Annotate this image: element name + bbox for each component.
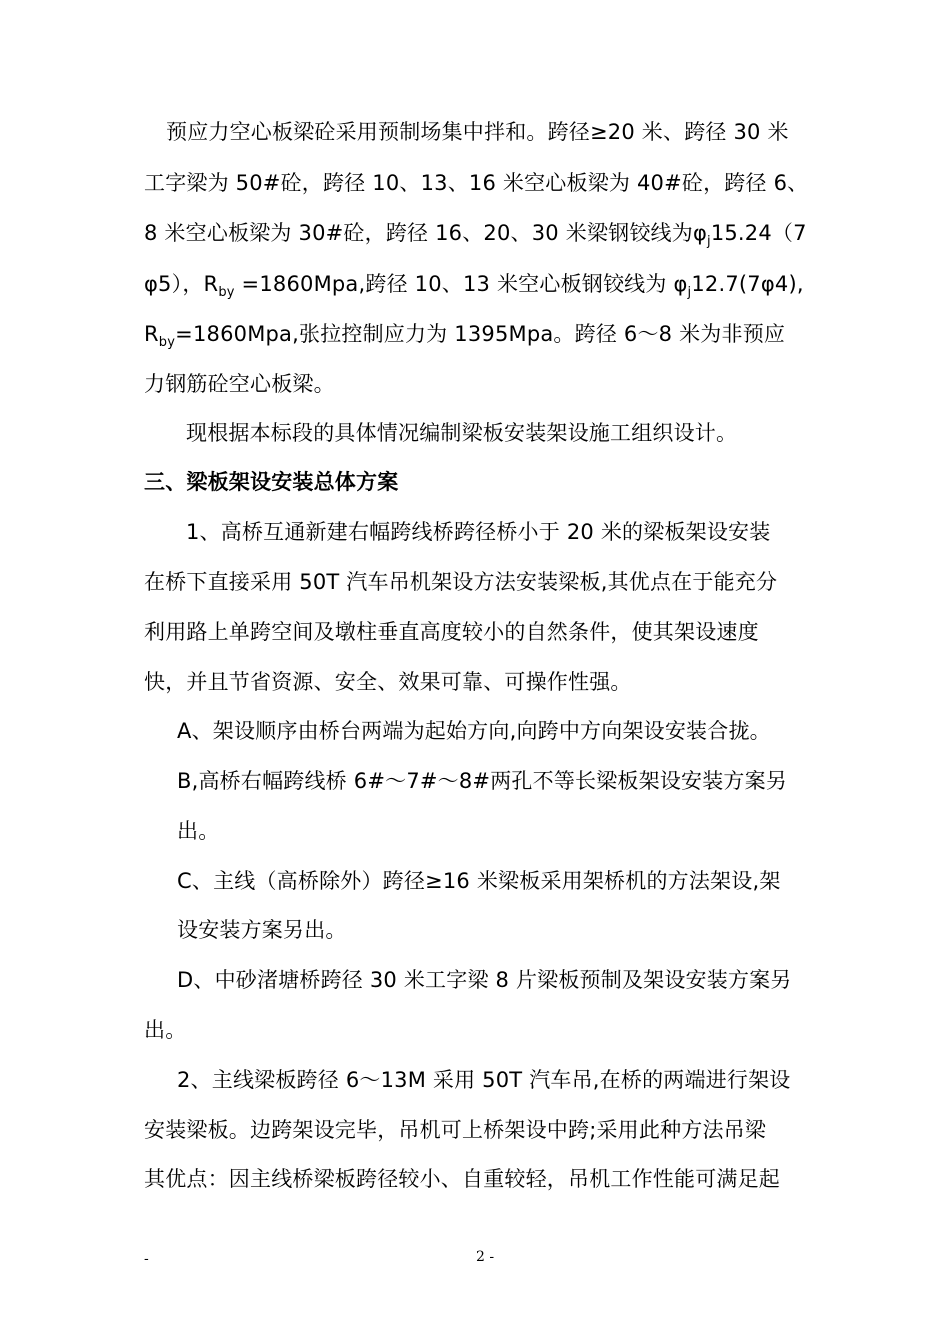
paragraph-line: 力钢筋砼空心板梁。 — [144, 372, 335, 396]
paragraph-line: 1、高桥互通新建右幅跨线桥跨径桥小于 20 米的梁板架设安装 — [186, 520, 771, 544]
paragraph-line: 2、主线梁板跨径 6～13M 采用 50T 汽车吊,在桥的两端进行架设 — [177, 1068, 791, 1092]
list-item-line: 出。 — [177, 819, 220, 843]
paragraph-line: $R_{by}=1860Mpa$,张拉控制应力为 1395Mpa。跨径 6～8 米为非预应 — [144, 322, 786, 350]
list-item-line: D、中砂渚塘桥跨径 30 米工字梁 8 片梁板预制及架设安装方案另 — [177, 968, 792, 992]
paragraph-line: φ5），$R_{by} =1860Mpa$,跨径 10、13 米空心板钢铰线为 $\varphi_j12.7(7\varphi 4)$, — [144, 272, 804, 300]
list-item-line: 设安装方案另出。 — [177, 918, 347, 942]
section-heading: 三、梁板架设安装总体方案 — [144, 470, 399, 494]
page-number: 2 - — [476, 1249, 495, 1265]
paragraph-line: 利用路上单跨空间及墩柱垂直高度较小的自然条件，使其架设速度 — [144, 620, 759, 644]
paragraph-line: 快，并且节省资源、安全、效果可靠、可操作性强。 — [144, 670, 632, 694]
list-item-line: A、架设顺序由桥台两端为起始方向,向跨中方向架设安装合拢。 — [177, 719, 771, 743]
footer-left-mark: - — [144, 1251, 149, 1267]
paragraph-line: 安装梁板。边跨架设完毕，吊机可上桥架设中跨;采用此种方法吊梁 — [144, 1118, 767, 1142]
list-item-line: C、主线（高桥除外）跨径≥16 米梁板采用架桥机的方法架设,架 — [177, 869, 781, 893]
list-item-line: B,高桥右幅跨线桥 6#～7#～8#两孔不等长梁板架设安装方案另 — [177, 769, 788, 793]
paragraph-line: 在桥下直接采用 50T 汽车吊机架设方法安装梁板,其优点在于能充分 — [144, 570, 778, 594]
paragraph-line: 预应力空心板梁砼采用预制场集中拌和。跨径≥20 米、跨径 30 米 — [166, 120, 789, 144]
paragraph-line: 现根据本标段的具体情况编制梁板安装架设施工组织设计。 — [186, 421, 738, 445]
paragraph-line: 工字梁为 50#砼，跨径 10、13、16 米空心板梁为 40#砼，跨径 6、 — [144, 171, 809, 195]
list-item-line: 出。 — [144, 1018, 187, 1042]
paragraph-line: 其优点：因主线桥梁板跨径较小、自重较轻，吊机工作性能可满足起 — [144, 1167, 780, 1191]
paragraph-line: 8 米空心板梁为 30#砼，跨径 16、20、30 米梁钢铰线为$\varphi_j15.24(7$ — [144, 221, 807, 249]
